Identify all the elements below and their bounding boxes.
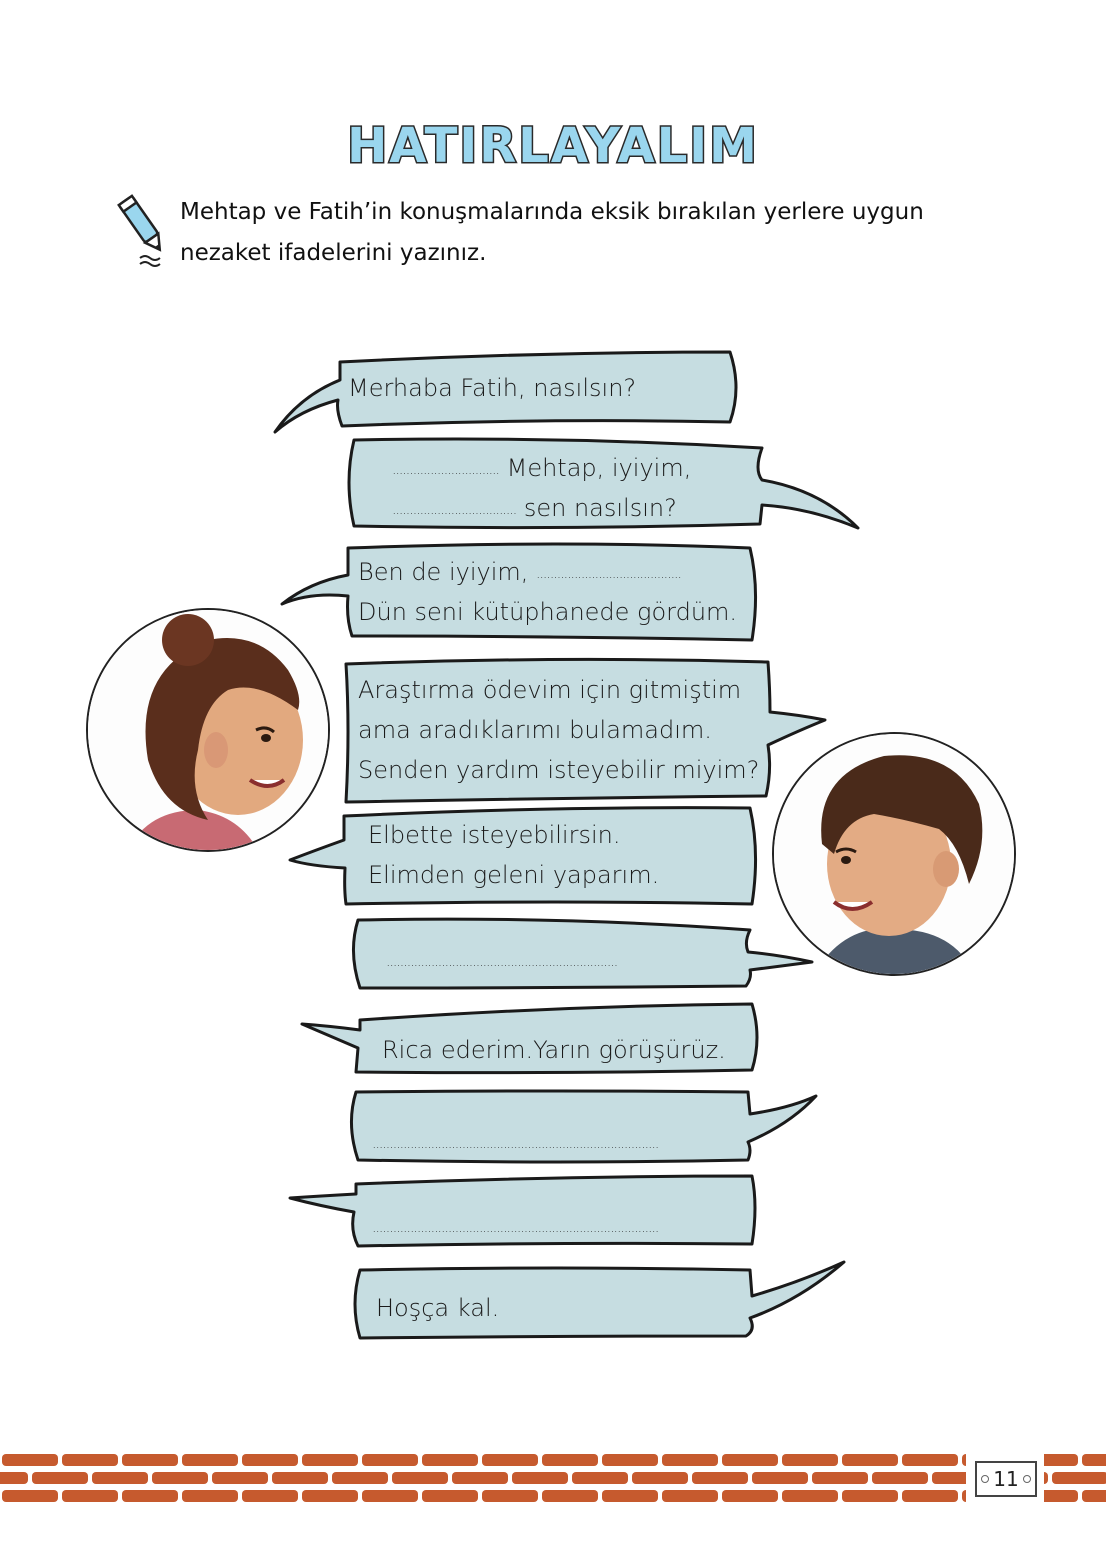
blank-field[interactable]: ................................................................................... — [372, 1136, 659, 1152]
instruction-line-1: Mehtap ve Fatih’in konuşmalarında eksik bırakılan yerlere uygun — [180, 199, 924, 225]
bubble-2-text-2: sen nasılsın? — [523, 494, 677, 522]
blank-field[interactable]: .......................................... — [536, 566, 681, 582]
blank-field[interactable]: ................................................................... — [386, 954, 618, 970]
page-number-text: 11 — [993, 1467, 1019, 1491]
pin-icon — [1023, 1475, 1031, 1483]
bubble-7-text: Rica ederim.Yarın görüşürüz. — [382, 1036, 726, 1064]
bubble-3-line-2: Dün seni kütüphanede gördüm. — [358, 598, 738, 626]
page-title: HATIRLAYALIM — [347, 118, 759, 174]
bubble-10-text: Hoşça kal. — [376, 1294, 500, 1322]
bubble-2-text-1: Mehtap, iyiyim, — [506, 454, 692, 482]
bubble-5-line-1: Elbette isteyebilirsin. — [368, 821, 621, 849]
bubble-3-text-1: Ben de iyiyim, — [358, 558, 529, 586]
blank-field[interactable]: ............................... — [392, 462, 499, 478]
blank-field[interactable]: ................................................................................... — [372, 1220, 659, 1236]
bubble-4-line-3: Senden yardım isteyebilir miyim? — [358, 756, 760, 784]
bubble-4-line-2: ama aradıklarımı bulamadım. — [358, 716, 712, 744]
instruction-line-2: nezaket ifadelerini yazınız. — [180, 240, 487, 266]
bubble-1-text: Merhaba Fatih, nasılsın? — [348, 374, 637, 402]
bubble-4-line-1: Araştırma ödevim için gitmiştim — [358, 676, 742, 704]
page-number — [975, 1461, 1037, 1497]
blank-field[interactable]: .................................... — [392, 502, 517, 518]
bubble-5-line-2: Elimden geleni yaparım. — [368, 861, 660, 889]
pin-icon — [981, 1475, 989, 1483]
